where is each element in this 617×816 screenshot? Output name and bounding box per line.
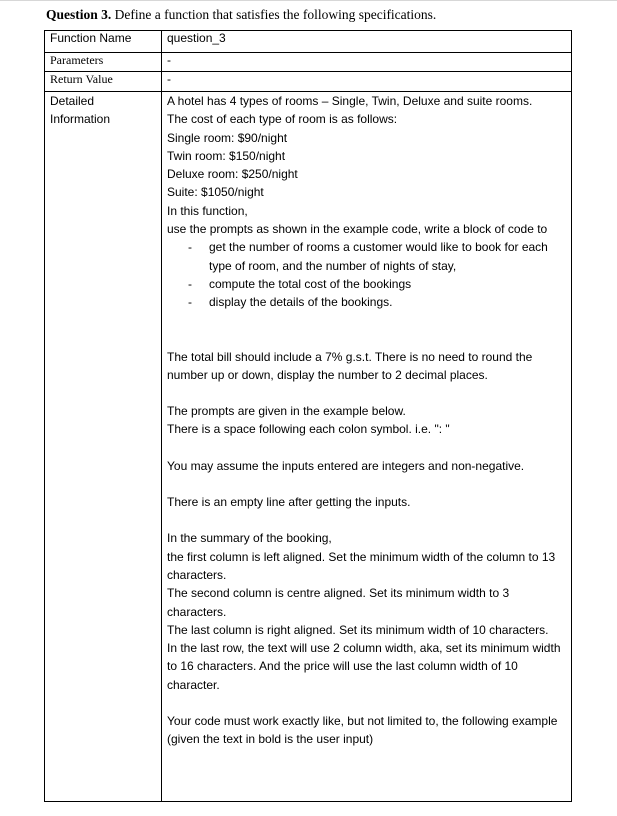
first-column-text: the first column is left aligned. Set the minimum width of the column to 13 characters. bbox=[167, 549, 556, 582]
use-prompts-text: use the prompts as shown in the example code, write a block of code to bbox=[167, 222, 548, 237]
parameters-row bbox=[45, 53, 572, 72]
function-name-row bbox=[45, 31, 572, 53]
prompts-given-text: The prompts are given in the example below. bbox=[167, 404, 406, 419]
question-number: Question 3. bbox=[46, 7, 112, 22]
bullet-dash: - bbox=[188, 276, 192, 291]
last-column-text: The last column is right aligned. Set its minimum width of 10 characters. bbox=[167, 622, 549, 637]
bullet-dash: - bbox=[188, 240, 192, 255]
question-heading bbox=[46, 7, 436, 23]
cost-heading: The cost of each type of room is as follows: bbox=[167, 112, 398, 127]
function-name-label: Function Name bbox=[45, 31, 162, 53]
task-list bbox=[167, 238, 566, 311]
bullet-text: compute the total cost of the bookings bbox=[209, 276, 412, 291]
space-note-text: There is a space following each colon symbol. i.e. ": " bbox=[167, 422, 450, 437]
return-value-row bbox=[45, 72, 572, 92]
assume-text: You may assume the inputs entered are integers and non-negative. bbox=[167, 458, 525, 473]
room-price-suite: Suite: $1050/night bbox=[167, 185, 264, 200]
question-text: Define a function that satisfies the following specifications. bbox=[111, 7, 437, 22]
return-value-value: - bbox=[162, 72, 572, 92]
room-price-single: Single room: $90/night bbox=[167, 130, 288, 145]
last-row-text: In the last row, the text will use 2 column width, aka, set its minimum width to 16 characters. And the price will use the last column width of 10 character. bbox=[167, 641, 561, 692]
intro-text: A hotel has 4 types of rooms – Single, Twin, Deluxe and suite rooms. bbox=[167, 94, 533, 108]
detailed-information-label bbox=[45, 92, 162, 802]
in-function-text: In this function, bbox=[167, 203, 248, 218]
example-text: Your code must work exactly like, but not limited to, the following example (given the text in bold is the user input) bbox=[167, 714, 558, 747]
summary-intro-text: In the summary of the booking, bbox=[167, 531, 332, 546]
specification-table bbox=[44, 30, 572, 802]
detailed-information-row bbox=[45, 92, 572, 802]
parameters-value: - bbox=[162, 53, 572, 72]
list-item bbox=[188, 238, 566, 275]
top-divider bbox=[0, 0, 617, 1]
bullet-text: display the details of the bookings. bbox=[209, 295, 393, 310]
list-item bbox=[188, 293, 566, 311]
return-value-label: Return Value bbox=[45, 72, 162, 92]
list-item bbox=[188, 275, 566, 293]
bullet-dash: - bbox=[188, 295, 192, 310]
room-price-twin: Twin room: $150/night bbox=[167, 148, 286, 163]
empty-line-text: There is an empty line after getting the inputs. bbox=[167, 495, 411, 510]
detailed-label-line1: Detailed bbox=[50, 94, 95, 108]
gst-text: The total bill should include a 7% g.s.t. There is no need to round the number up or down, display the number to 2 decimal places. bbox=[167, 349, 533, 382]
parameters-label: Parameters bbox=[45, 53, 162, 72]
detailed-information-content bbox=[162, 92, 572, 802]
function-name-value: question_3 bbox=[162, 31, 572, 53]
detailed-label-line2: Information bbox=[50, 112, 111, 127]
room-price-deluxe: Deluxe room: $250/night bbox=[167, 167, 298, 182]
bullet-text: get the number of rooms a customer would like to book for each type of room, and the number of nights of stay, bbox=[209, 240, 548, 273]
second-column-text: The second column is centre aligned. Set its minimum width to 3 characters. bbox=[167, 586, 510, 619]
